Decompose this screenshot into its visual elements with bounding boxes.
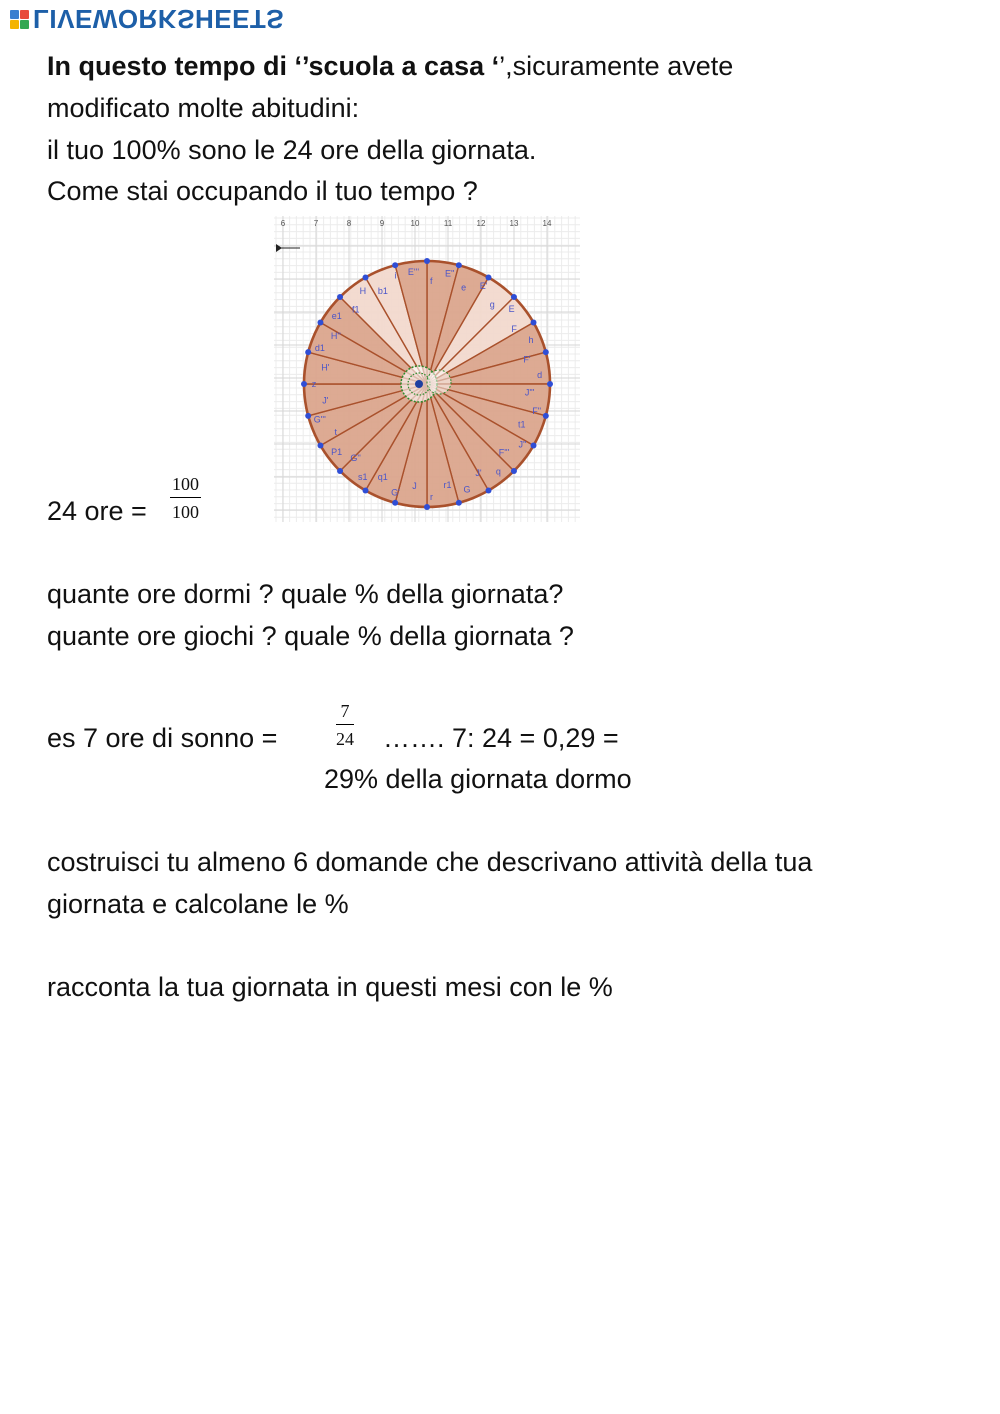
clock-point xyxy=(337,468,343,474)
clock-point xyxy=(363,274,369,280)
example-calculation: ……. 7: 24 = 0,29 = xyxy=(383,723,619,753)
intro-line-4: Come stai occupando il tuo tempo ? xyxy=(47,176,478,206)
clock-point xyxy=(424,504,430,510)
example-left: es 7 ore di sonno = xyxy=(47,723,278,753)
axis-tick-label: 8 xyxy=(346,219,352,228)
point-label: f xyxy=(429,276,433,287)
clock-point xyxy=(305,349,311,355)
fraction-numerator: 100 xyxy=(170,474,201,498)
point-label: J xyxy=(412,481,417,492)
example-result: 29% della giornata dormo xyxy=(324,764,632,794)
point-label: P1 xyxy=(331,446,343,457)
clock-point xyxy=(511,294,517,300)
clock-point xyxy=(317,443,323,449)
task-line-1: costruisci tu almeno 6 domande che descrivano attività della tua xyxy=(47,847,813,877)
point-label: z xyxy=(311,378,317,389)
clock-point xyxy=(301,381,307,387)
point-label: E''' xyxy=(407,266,420,277)
clock-point xyxy=(392,500,398,506)
equation-24-ore: 24 ore = xyxy=(47,496,147,526)
question-play: quante ore giochi ? quale % della giornata ? xyxy=(47,621,574,651)
intro-line-1 xyxy=(47,49,733,83)
point-label: G xyxy=(463,484,471,495)
logo-text: LIVEWORKSHEETS xyxy=(33,4,285,34)
clock-point xyxy=(486,488,492,494)
point-label: d1 xyxy=(314,343,325,354)
axis-tick-label: 9 xyxy=(379,219,385,228)
point-label: e1 xyxy=(331,311,342,322)
axis-tick-label: 10 xyxy=(410,219,420,228)
clock-point xyxy=(511,468,517,474)
clock-point xyxy=(337,294,343,300)
fraction-7-24 xyxy=(336,701,354,750)
clock-point xyxy=(543,413,549,419)
point-label: s1 xyxy=(357,471,368,482)
clock-point xyxy=(392,262,398,268)
point-label: e xyxy=(461,282,467,293)
center-point xyxy=(415,380,423,388)
axis-tick-label: 7 xyxy=(313,219,319,228)
axis-tick-label: 13 xyxy=(509,219,519,228)
axis-tick-label: 6 xyxy=(280,219,286,228)
point-label: H xyxy=(359,285,367,296)
point-label: J'' xyxy=(518,439,527,450)
axis-tick-label: 14 xyxy=(542,219,552,228)
point-label: J' xyxy=(322,395,329,406)
clock-point xyxy=(456,500,462,506)
point-label: b1 xyxy=(377,285,388,296)
clock-point xyxy=(547,381,553,387)
intro-line-3: il tuo 100% sono le 24 ore della giornata. xyxy=(47,135,537,165)
point-label: r xyxy=(429,491,433,502)
liveworksheets-logo xyxy=(10,4,284,34)
clock-point xyxy=(486,274,492,280)
fraction-denominator: 24 xyxy=(336,729,354,749)
fraction-100-100 xyxy=(170,474,201,523)
question-sleep: quante ore dormi ? quale % della giornata? xyxy=(47,579,564,609)
axis-tick-label: 11 xyxy=(443,219,453,228)
point-label: J' xyxy=(475,468,482,479)
point-label: F'' xyxy=(532,406,542,417)
point-label: F''' xyxy=(498,447,510,458)
point-label: G' xyxy=(391,487,400,498)
clock-point xyxy=(363,488,369,494)
day-clock-figure xyxy=(274,216,580,522)
point-label: g xyxy=(489,299,495,310)
point-label: E xyxy=(508,304,515,315)
clock-point xyxy=(531,320,537,326)
point-label: r1 xyxy=(443,479,452,490)
task-line-2: giornata e calcolane le % xyxy=(47,889,349,919)
center-ring-secondary xyxy=(427,370,451,394)
intro-line-1-rest: ’,sicuramente avete xyxy=(499,51,734,81)
point-label: q xyxy=(495,466,501,477)
clock-point xyxy=(543,349,549,355)
intro-line-1-bold: In questo tempo di ‘’scuola a casa ‘ xyxy=(47,51,500,81)
point-label: G'' xyxy=(350,453,361,464)
clock-point xyxy=(305,413,311,419)
axis-tick-label: 12 xyxy=(476,219,486,228)
point-label: F xyxy=(511,324,517,335)
logo-mark-icon xyxy=(10,10,29,29)
fraction-numerator: 7 xyxy=(336,701,354,725)
point-label: H' xyxy=(321,362,330,373)
clock-point xyxy=(317,320,323,326)
point-label: H'' xyxy=(330,331,341,342)
point-label: t xyxy=(334,426,338,437)
point-label: G''' xyxy=(313,414,326,425)
point-label: E'' xyxy=(444,268,455,279)
point-label: f1 xyxy=(351,304,360,315)
fraction-denominator: 100 xyxy=(172,502,199,522)
point-label: q1 xyxy=(377,472,388,483)
point-label: i xyxy=(394,270,397,281)
day-clock-svg xyxy=(274,216,580,522)
point-label: h xyxy=(528,334,534,345)
point-label: t1 xyxy=(517,419,526,430)
point-label: J''' xyxy=(524,387,535,398)
point-label: E' xyxy=(479,281,488,292)
clock-point xyxy=(531,443,537,449)
task-line-3: racconta la tua giornata in questi mesi con le % xyxy=(47,972,613,1002)
intro-line-2: modificato molte abitudini: xyxy=(47,93,360,123)
clock-point xyxy=(424,258,430,264)
clock-point xyxy=(456,262,462,268)
point-label: F' xyxy=(523,354,531,365)
point-label: d xyxy=(537,370,543,381)
